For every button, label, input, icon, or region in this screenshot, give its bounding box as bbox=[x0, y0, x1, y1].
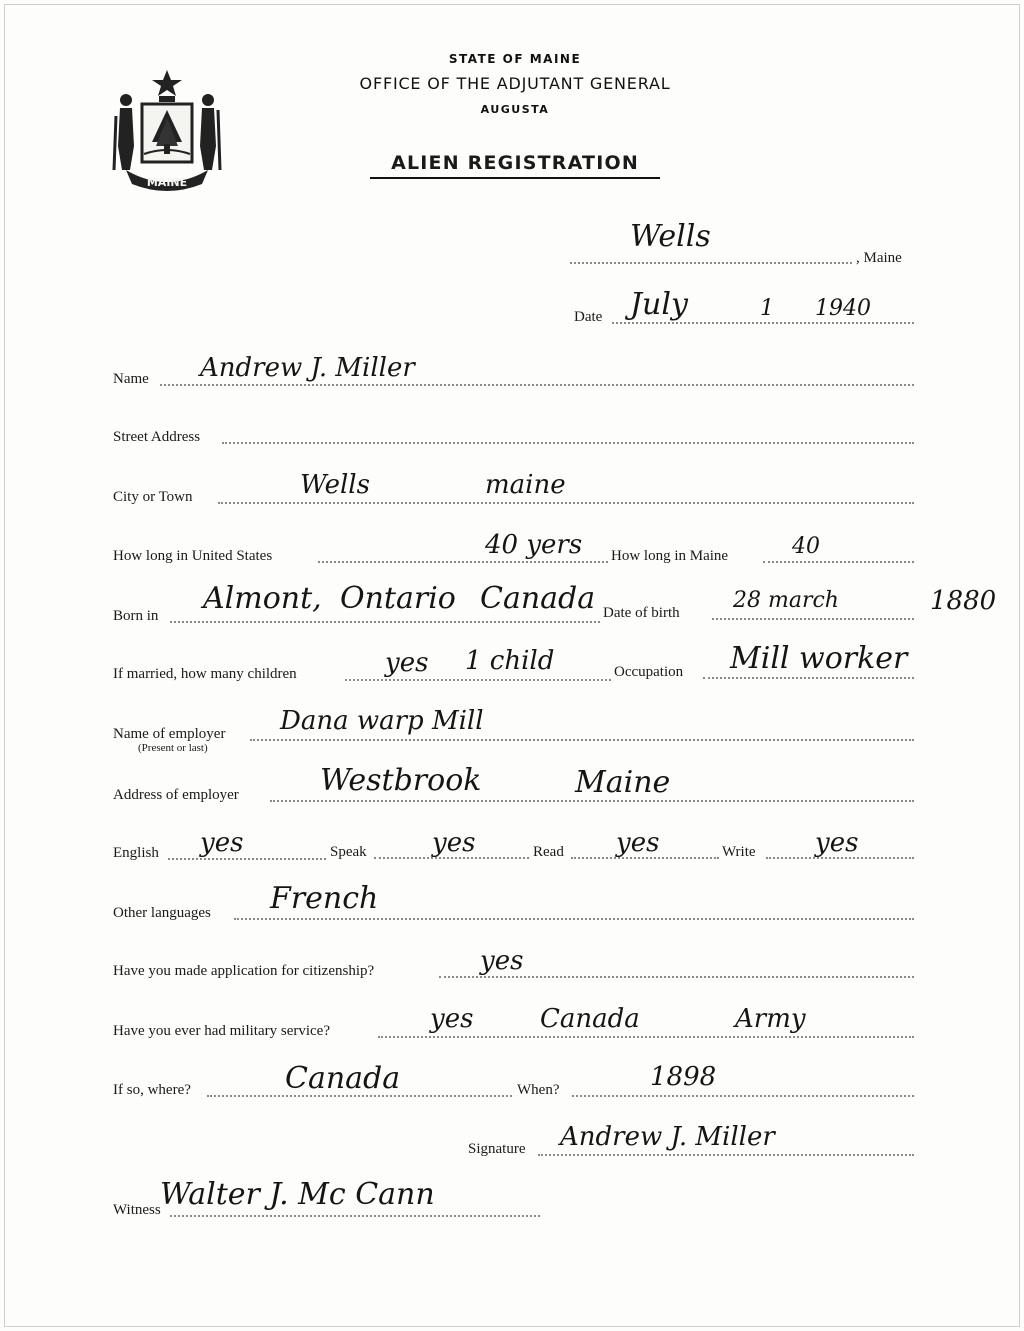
name-line bbox=[160, 384, 914, 386]
english-line bbox=[168, 858, 326, 860]
signature-line bbox=[538, 1154, 914, 1156]
date-line bbox=[612, 322, 914, 324]
date-year: 1940 bbox=[815, 296, 871, 321]
witness-value: Walter J. Mc Cann bbox=[160, 1177, 435, 1212]
name-label: Name bbox=[113, 371, 149, 387]
maine-label: , Maine bbox=[856, 250, 902, 266]
date-day: 1 bbox=[760, 296, 774, 321]
when-value: 1898 bbox=[650, 1062, 717, 1092]
speak-label: Speak bbox=[330, 844, 367, 860]
header-city: AUGUSTA bbox=[480, 103, 550, 116]
header-state: STATE OF MAINE bbox=[448, 52, 582, 66]
seal-banner-text: MAINE bbox=[146, 176, 188, 189]
occupation-label: Occupation bbox=[614, 664, 684, 680]
born-in-town: Almont, bbox=[203, 581, 322, 616]
married-children-line bbox=[345, 679, 611, 681]
employer-address-line bbox=[270, 800, 914, 802]
how-long-maine-value: 40 bbox=[792, 534, 820, 559]
citizenship-line bbox=[439, 976, 914, 978]
employer-address-label: Address of employer bbox=[113, 787, 239, 803]
military-yes: yes bbox=[430, 1004, 474, 1034]
town-line bbox=[570, 262, 852, 264]
when-line bbox=[572, 1095, 914, 1097]
military-line bbox=[378, 1036, 914, 1038]
born-in-label: Born in bbox=[113, 608, 159, 624]
employer-line bbox=[250, 739, 914, 741]
military-country: Canada bbox=[540, 1004, 640, 1034]
write-label: Write bbox=[722, 844, 756, 860]
employer-sub-label: (Present or last) bbox=[138, 742, 208, 754]
city-state-value: maine bbox=[485, 470, 566, 500]
married-children-count: 1 child bbox=[465, 646, 555, 676]
how-long-maine-line bbox=[763, 561, 914, 563]
english-value: yes bbox=[200, 828, 244, 858]
military-branch: Army bbox=[735, 1004, 806, 1034]
born-in-country: Canada bbox=[480, 581, 596, 616]
when-label: When? bbox=[517, 1082, 560, 1098]
signature-value: Andrew J. Miller bbox=[560, 1122, 775, 1152]
where-label: If so, where? bbox=[113, 1082, 191, 1098]
state-seal-icon bbox=[112, 66, 222, 196]
english-label: English bbox=[113, 845, 159, 861]
date-month: July bbox=[630, 287, 688, 322]
how-long-us-line bbox=[318, 561, 608, 563]
other-languages-line bbox=[234, 918, 914, 920]
date-of-birth-line bbox=[712, 618, 914, 620]
occupation-value: Mill worker bbox=[730, 641, 908, 676]
born-in-line bbox=[170, 621, 600, 623]
how-long-us-value: 40 yers bbox=[485, 530, 583, 560]
born-in-province: Ontario bbox=[340, 581, 456, 616]
birth-day-month: 28 march bbox=[733, 588, 839, 613]
military-label: Have you ever had military service? bbox=[113, 1023, 330, 1039]
signature-label: Signature bbox=[468, 1141, 526, 1157]
other-languages-value: French bbox=[270, 881, 379, 916]
where-value: Canada bbox=[285, 1061, 401, 1096]
occupation-line bbox=[703, 677, 914, 679]
birth-year: 1880 bbox=[930, 586, 997, 616]
write-value: yes bbox=[815, 828, 859, 858]
how-long-us-label: How long in United States bbox=[113, 548, 273, 564]
married-children-label: If married, how many children bbox=[113, 666, 297, 682]
town-value: Wells bbox=[630, 219, 711, 254]
married-children-yes: yes bbox=[385, 648, 429, 678]
employer-label: Name of employer bbox=[113, 726, 226, 742]
form-title: ALIEN REGISTRATION bbox=[370, 152, 660, 179]
street-address-line bbox=[222, 442, 914, 444]
employer-value: Dana warp Mill bbox=[280, 706, 484, 736]
city-town-label: City or Town bbox=[113, 489, 193, 505]
speak-value: yes bbox=[432, 828, 476, 858]
employer-address-city: Westbrook bbox=[320, 763, 482, 798]
street-address-label: Street Address bbox=[113, 429, 201, 445]
citizenship-value: yes bbox=[480, 946, 524, 976]
date-of-birth-label: Date of birth bbox=[603, 605, 680, 621]
city-value: Wells bbox=[300, 470, 370, 500]
name-value: Andrew J. Miller bbox=[200, 353, 415, 383]
how-long-maine-label: How long in Maine bbox=[611, 548, 729, 564]
witness-line bbox=[170, 1215, 540, 1217]
date-label: Date bbox=[574, 309, 603, 325]
read-label: Read bbox=[533, 844, 564, 860]
read-value: yes bbox=[616, 828, 660, 858]
city-town-line bbox=[218, 502, 914, 504]
employer-address-state: Maine bbox=[575, 765, 671, 800]
header-office: OFFICE OF THE ADJUTANT GENERAL bbox=[359, 74, 671, 93]
other-languages-label: Other languages bbox=[113, 905, 211, 921]
citizenship-label: Have you made application for citizenship? bbox=[113, 963, 375, 979]
witness-label: Witness bbox=[113, 1202, 161, 1218]
